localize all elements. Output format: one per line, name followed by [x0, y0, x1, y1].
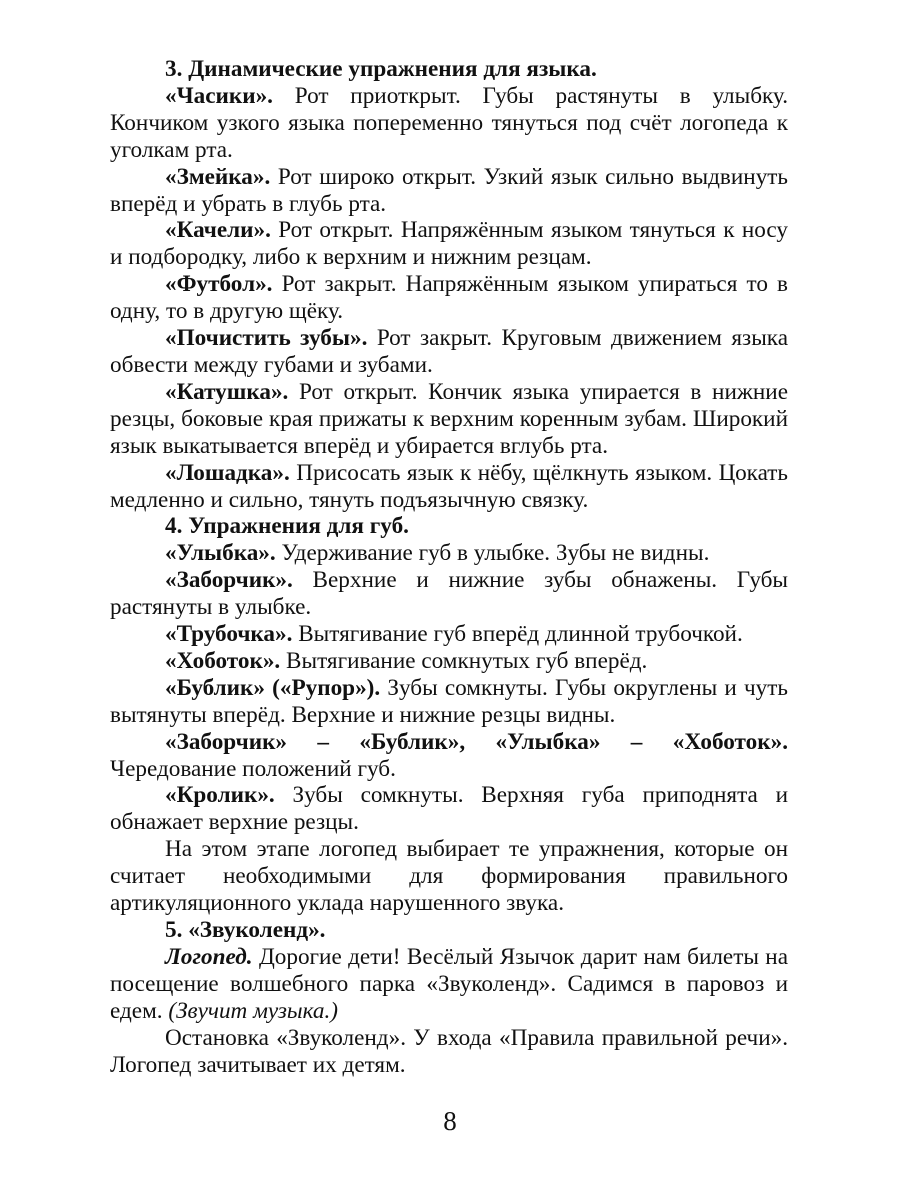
exercise-term: «Бублик» («Рупор»).	[165, 674, 381, 701]
exercise-term: «Заборчик».	[165, 567, 293, 594]
exercise-ulybka	[110, 540, 788, 567]
exercise-description: Чередование положений губ.	[110, 755, 396, 782]
exercise-bublik	[110, 675, 788, 729]
exercise-term: «Почистить зубы».	[165, 325, 368, 352]
exercise-description: Рот открыт. Кончик языка упирается в нижние резцы, боковые края прижаты к верхним коренным зубам. Широкий язык выкатывается вперёд и убирается вглубь рта.	[110, 378, 788, 459]
section-3-heading: 3. Динамические упражнения для языка.	[165, 56, 597, 82]
exercise-loshadka	[110, 460, 788, 514]
exercise-futbol	[110, 271, 788, 325]
exercise-description: Зубы сомкнуты. Верхняя губа приподнята и обнажает верхние резцы.	[110, 782, 788, 836]
exercise-description: Вытягивание сомкнутых губ вперёд.	[280, 647, 648, 674]
exercise-chasiki	[110, 83, 788, 164]
exercise-term: «Заборчик» – «Бублик», «Улыбка» – «Хоботок».	[165, 728, 788, 755]
exercise-term: «Футбол».	[165, 271, 273, 298]
page-body	[110, 56, 788, 1078]
section-5-heading	[110, 917, 788, 944]
exercise-trubochka	[110, 621, 788, 648]
exercise-khobotok	[110, 648, 788, 675]
exercise-zmeika	[110, 164, 788, 218]
exercise-term: «Часики».	[165, 82, 273, 109]
page-number: 8	[443, 1106, 457, 1136]
exercise-description: Верхние и нижние зубы обнажены. Губы растянуты в улыбке.	[110, 567, 788, 621]
section-5-title: «Звуколенд».	[182, 917, 326, 943]
exercise-term: «Хоботок».	[165, 647, 281, 674]
exercise-kacheli	[110, 217, 788, 271]
exercise-description: Рот приоткрыт. Губы растянуты в улыбку. Кончиком узкого языка попеременно тянуться под счёт логопеда к уголкам рта.	[110, 82, 788, 163]
exercise-description: Удерживание губ в улыбке. Зубы не видны.	[275, 540, 710, 567]
exercise-katushka	[110, 379, 788, 460]
exercise-alternation	[110, 729, 788, 783]
exercise-description: Вытягивание губ вперёд длинной трубочкой.	[292, 621, 743, 648]
speaker-label: Логопед.	[165, 943, 253, 970]
speech-paragraph	[110, 944, 788, 1025]
exercise-term: «Качели».	[165, 217, 271, 244]
exercise-description: Рот закрыт. Круговым движением языка обвести между губами и зубами.	[110, 325, 788, 378]
exercise-term: «Катушка».	[165, 378, 289, 405]
section-4-closing: На этом этапе логопед выбирает те упражнения, которые он считает необходимыми для формирования правильного артикуляционного уклада нарушенного звука.	[110, 836, 788, 917]
exercise-term: «Змейка».	[165, 163, 271, 190]
exercise-term: «Трубочка».	[165, 621, 293, 648]
section-5-closing: Остановка «Звуколенд». У входа «Правила правильной речи». Логопед зачитывает их детям.	[110, 1024, 788, 1078]
exercise-description: Зубы сомкнуты. Губы округлены и чуть вытянуты вперёд. Верхние и нижние резцы видны.	[110, 674, 788, 728]
exercise-krolik	[110, 782, 788, 836]
exercise-description: Рот закрыт. Напряжённым языком упираться то в одну, то в другую щёку.	[110, 271, 788, 325]
stage-direction: (Звучит музыка.)	[168, 997, 339, 1024]
exercise-pochistit-zuby	[110, 325, 788, 379]
exercise-term: «Улыбка».	[165, 540, 276, 567]
exercise-term: «Лошадка».	[165, 459, 290, 486]
exercise-term: «Кролик».	[165, 782, 275, 809]
section-5-number: 5.	[165, 917, 183, 943]
exercise-description: Рот широко открыт. Узкий язык сильно выдвинуть вперёд и убрать в глубь рта.	[110, 163, 788, 217]
section-4-heading: 4. Упражнения для губ.	[165, 513, 409, 540]
exercise-zaborchik	[110, 567, 788, 621]
exercise-description: Присосать язык к нёбу, щёлкнуть языком. Цокать медленно и сильно, тянуть подъязычную связку.	[110, 459, 788, 513]
speech-text: Дорогие дети! Весёлый Язычок дарит нам билеты на посещение волшебного парка «Звуколенд». Садимся в паровоз и едем.	[110, 943, 788, 1024]
exercise-description: Рот открыт. Напряжённым языком тянуться к носу и подбородку, либо к верхним и нижним резцам.	[110, 217, 788, 271]
